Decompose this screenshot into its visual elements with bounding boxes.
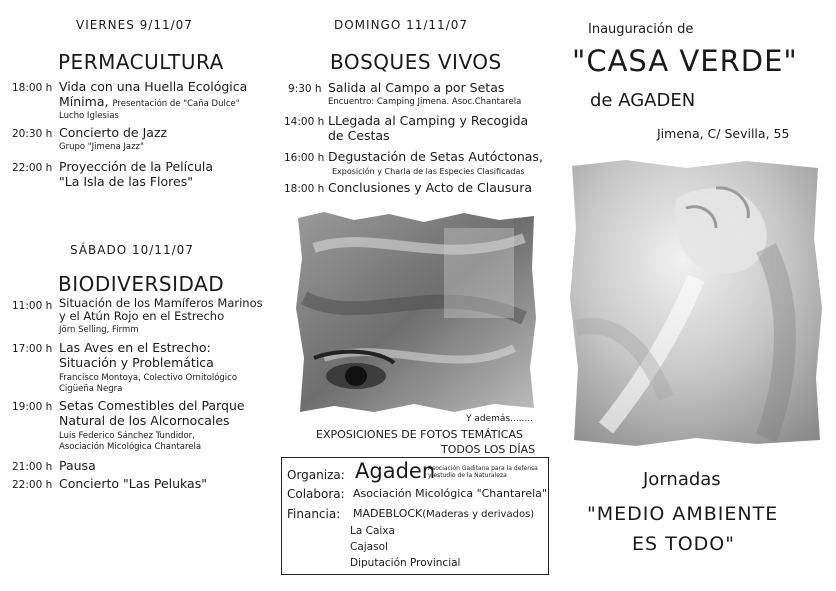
cover-address: Jimena, C/ Sevilla, 55 <box>657 126 790 141</box>
extras-intro: Y además........ <box>466 414 533 424</box>
organiza-description-continued: y estudio de la Naturaleza <box>428 472 507 479</box>
event-time: 16:00 h <box>284 152 325 164</box>
financia-label: Financia: <box>287 507 341 521</box>
event-title: Concierto de Jazz <box>59 125 168 140</box>
saturday-theme-title: BIODIVERSIDAD <box>58 272 225 296</box>
cover-title: "CASA VERDE" <box>572 44 798 78</box>
sunday-event-4 <box>284 180 549 198</box>
event-time: 14:00 h <box>284 116 325 128</box>
event-title-continued: "La Isla de las Flores" <box>59 174 193 189</box>
event-time: 11:00 h <box>12 300 53 312</box>
event-title: Conclusiones y Acto de Clausura <box>328 180 533 195</box>
event-time: 18:00 h <box>284 183 325 195</box>
saturday-event-2 <box>12 340 277 398</box>
colabora-label: Colabora: <box>287 487 345 501</box>
eye-photo <box>294 208 538 416</box>
event-time: 17:00 h <box>12 343 53 355</box>
event-title-continued: de Cestas <box>328 128 390 143</box>
friday-event-2 <box>12 125 277 155</box>
event-time: 9:30 h <box>288 83 322 95</box>
colabora-name: Asociación Micológica "Chantarela" <box>353 487 547 500</box>
sunday-day-heading: DOMINGO 11/11/07 <box>334 18 469 32</box>
organiza-description: Asociación Gaditana para la defensa <box>428 465 538 472</box>
event-title: LLegada al Camping y Recogida <box>328 113 529 128</box>
event-time: 21:00 h <box>12 461 53 473</box>
sunday-event-2 <box>284 113 549 147</box>
event-title-continued: y el Atún Rojo en el Estrecho <box>59 309 225 323</box>
saturday-event-5 <box>12 476 277 494</box>
event-detail: Luis Federico Sánchez Tundidor, <box>59 431 195 441</box>
cover-slogan-line2: ES TODO" <box>632 533 735 555</box>
friday-day-heading: VIERNES 9/11/07 <box>76 18 193 32</box>
extras-every-day: TODOS LOS DÍAS <box>441 443 536 456</box>
organiza-label: Organiza: <box>287 468 345 482</box>
event-title: Proyección de la Película <box>59 159 214 174</box>
event-detail: Jörn Selling, Firmm <box>59 325 139 335</box>
friday-event-1 <box>12 79 277 129</box>
cover-organization: de AGADEN <box>590 90 696 111</box>
event-time: 18:00 h <box>12 82 53 94</box>
event-detail: Grupo "Jimena Jazz" <box>59 142 144 152</box>
saturday-day-heading: SÁBADO 10/11/07 <box>70 243 194 257</box>
financia-other-2: Cajasol <box>350 541 388 553</box>
saturday-event-1 <box>12 297 277 341</box>
event-detail: Encuentro: Camping Jimena. Asoc.Chantarela <box>328 97 522 107</box>
event-title-continued: Situación y Problemática <box>59 355 214 370</box>
financia-other-1: La Caixa <box>350 525 395 537</box>
event-detail-continued: Cigüeña Negra <box>59 384 123 394</box>
event-detail: Exposición y Charla de las Especies Clasificadas <box>332 167 525 176</box>
event-title: Salida al Campo a por Setas <box>328 80 505 95</box>
hand-photo <box>566 158 824 448</box>
cover-slogan-line1: "MEDIO AMBIENTE <box>587 503 779 525</box>
event-title: Vida con una Huella Ecológica <box>59 79 248 94</box>
sunday-event-1 <box>284 80 549 110</box>
financia-name: MADEBLOCK <box>353 507 423 520</box>
event-title: Setas Comestibles del Parque <box>59 398 245 413</box>
event-time: 22:00 h <box>12 479 53 491</box>
event-detail: Francisco Montoya, Colectivo Ornitológico <box>59 373 238 383</box>
event-title: Concierto "Las Pelukas" <box>59 476 207 491</box>
friday-theme-title: PERMACULTURA <box>58 50 224 74</box>
financia-other-3: Diputación Provincial <box>350 557 461 569</box>
event-title: Degustación de Setas Autóctonas, <box>328 149 543 164</box>
credits-box <box>281 457 549 575</box>
event-subtitle: Presentación de "Caña Dulce" <box>112 99 240 109</box>
friday-event-3 <box>12 159 277 193</box>
financia-note: (Maderas y derivados) <box>422 509 535 520</box>
saturday-event-3 <box>12 398 277 456</box>
extras-exhibitions: EXPOSICIONES DE FOTOS TEMÁTICAS <box>316 428 523 441</box>
sunday-event-3 <box>284 149 549 179</box>
cover-inauguration: Inauguración de <box>588 22 694 37</box>
event-detail: Lucho Iglesias <box>59 111 119 121</box>
event-title: Las Aves en el Estrecho: <box>59 340 211 355</box>
sunday-theme-title: BOSQUES VIVOS <box>330 50 502 74</box>
event-time: 19:00 h <box>12 401 53 413</box>
event-title: Pausa <box>59 458 96 473</box>
event-title-continued: Natural de los Alcornocales <box>59 413 230 428</box>
event-detail-continued: Asociación Micológica Chantarela <box>59 442 202 452</box>
event-title-continued: Mínima, <box>59 94 109 109</box>
event-title: Situación de los Mamíferos Marinos <box>59 296 263 310</box>
saturday-event-4 <box>12 458 277 476</box>
organiza-name: Agaden <box>355 459 436 483</box>
event-time: 20:30 h <box>12 128 53 140</box>
event-time: 22:00 h <box>12 162 53 174</box>
cover-jornadas: Jornadas <box>643 469 721 490</box>
